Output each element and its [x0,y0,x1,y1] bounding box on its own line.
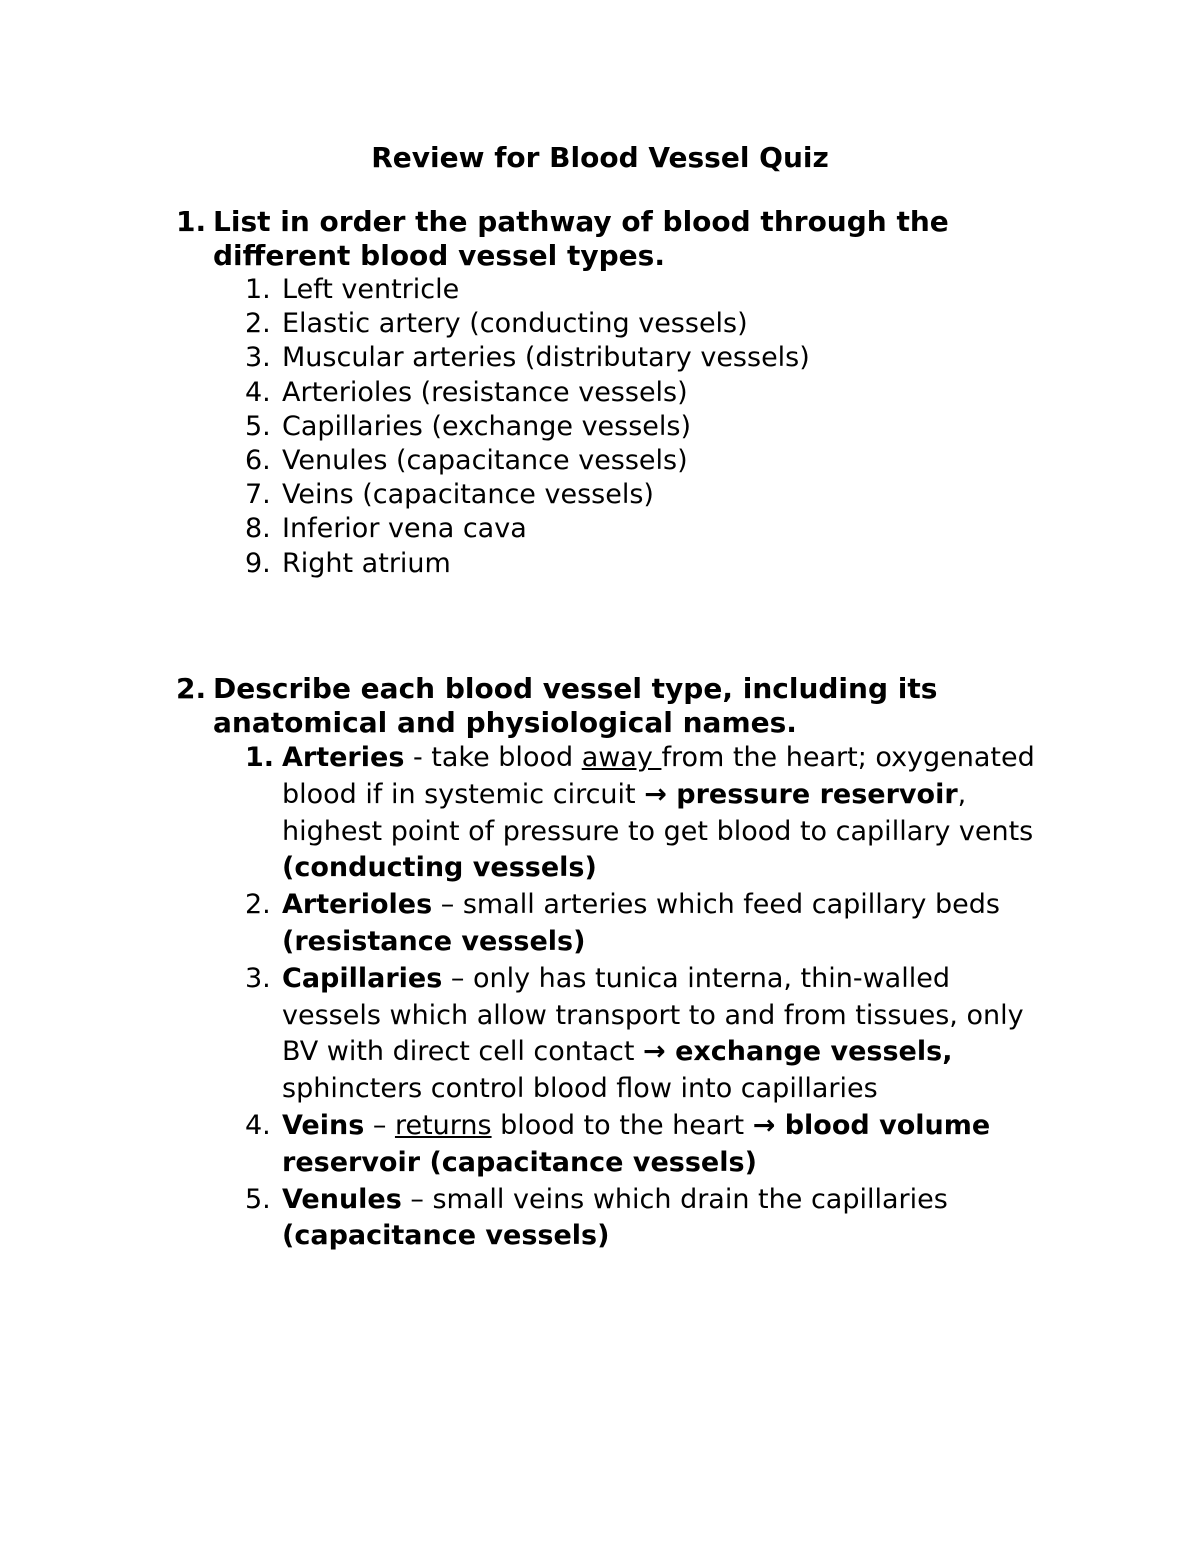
item-text: – only has tunica interna, thin-walled vessels which allow transport to and from tissues, only BV with direct cell contact [282,962,1024,1068]
list-item [245,341,1076,375]
underlined-text: away [581,742,662,773]
list-item-arterioles [245,887,1045,961]
vessel-term: Venules [282,1183,402,1215]
list-item-capillaries [245,961,1045,1108]
item-number: 4. [245,1109,271,1141]
list-item-venules [245,1182,1045,1256]
list-item [245,376,1076,410]
arrow-icon: → [643,1036,666,1068]
bold-text: pressure reservoir [666,778,958,810]
item-text: Elastic artery (conducting vessels) [282,308,748,340]
item-text: sphincters control blood flow into capillaries [282,1073,878,1105]
list-item [245,307,1076,341]
item-number: 7. [245,479,271,511]
item-text: Left ventricle [282,274,460,305]
item-number: 6. [245,445,271,477]
item-number: 3. [245,342,271,374]
list-item-arteries [245,740,1045,887]
question-text: Describe each blood vessel type, including its anatomical and physiological names. [213,672,938,739]
item-text: – small veins which drain the capillaries [401,1183,948,1215]
item-number: 5. [245,410,271,442]
question-2-prompt [176,672,1076,740]
item-text: Muscular arteries (distributary vessels) [282,342,810,374]
item-text: Veins (capacitance vessels) [282,479,654,511]
item-text: – small arteries which feed capillary beds [432,889,1000,921]
list-item [245,444,1076,478]
arrow-icon: → [752,1109,776,1141]
bold-text: (capacitance vessels) [282,1220,610,1252]
item-text: from the heart; oxygenated blood if in systemic circuit [282,742,1035,810]
question-1 [176,205,1076,581]
bold-text: blood volume reservoir (capacitance vessels) [282,1109,991,1178]
question-2 [176,672,1076,1255]
vessel-description-list [245,740,1045,1255]
item-text: , highest point of pressure to get blood to capillary vents [282,778,1034,847]
list-item [245,512,1076,546]
item-text: Inferior vena cava [282,513,527,545]
page-title: Review for Blood Vessel Quiz [371,141,829,174]
item-number: 5. [245,1183,271,1215]
underlined-text: returns [394,1109,492,1141]
list-item [245,273,1076,307]
list-item [245,410,1076,444]
bold-text: (conducting vessels) [282,852,597,884]
question-1-prompt [176,205,1076,273]
item-number: 3. [245,962,271,994]
item-number: 4. [245,376,271,408]
question-number: 2. [176,672,207,705]
list-item-veins [245,1108,1045,1182]
item-text: Venules (capacitance vessels) [282,445,688,477]
pathway-list [245,273,1076,581]
item-text: Right atrium [282,547,451,579]
bold-text: (resistance vessels) [282,925,586,957]
question-text: List in order the pathway of blood through the different blood vessel types. [213,205,949,272]
item-text: - take blood [404,742,582,773]
question-number: 1. [176,205,207,238]
item-text: – [364,1109,395,1141]
list-item [245,478,1076,512]
vessel-term: Capillaries [282,962,443,994]
item-number: 1. [245,274,271,305]
arrow-icon: → [644,778,667,810]
item-number: 8. [245,513,271,545]
item-number: 1. [245,742,275,773]
item-number: 9. [245,547,271,579]
vessel-term: Arterioles [282,889,433,921]
item-text: Arterioles (resistance vessels) [282,376,688,408]
item-number: 2. [245,308,271,340]
item-text: Capillaries (exchange vessels) [282,410,692,442]
vessel-term: Arteries [282,742,405,773]
list-item [245,547,1076,581]
bold-text: exchange vessels, [665,1036,953,1068]
item-text: blood to the heart [491,1109,753,1141]
item-number: 2. [245,889,271,921]
vessel-term: Veins [282,1109,365,1141]
